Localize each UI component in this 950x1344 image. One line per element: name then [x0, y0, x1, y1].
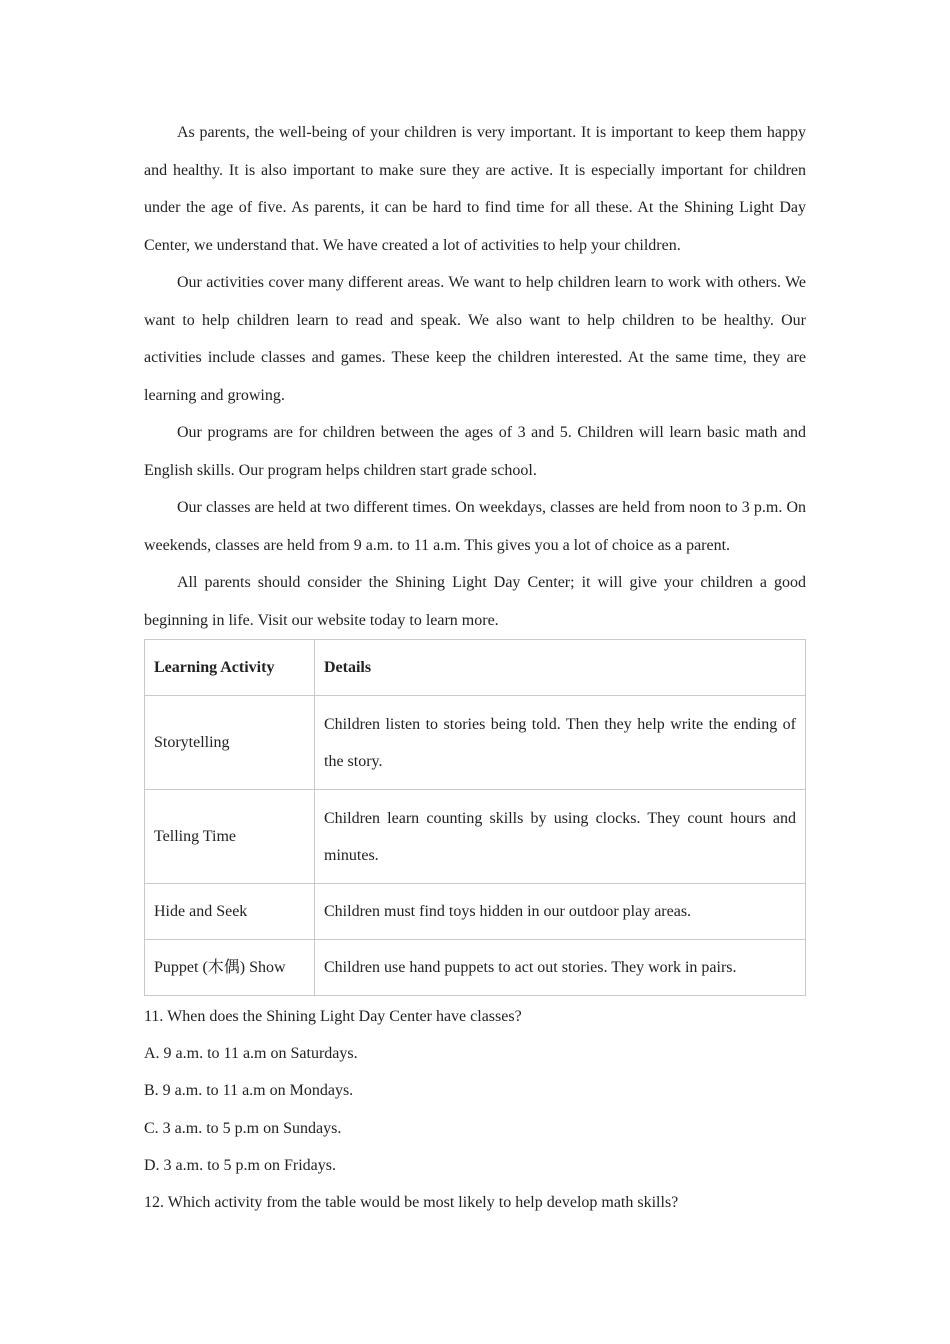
question-12: 12. Which activity from the table would be most likely to help develop math skills? — [144, 1194, 679, 1212]
activity-details: Children learn counting skills by using clocks. They count hours and minutes. — [315, 790, 806, 884]
activity-name: Telling Time — [145, 790, 315, 884]
activity-details: Children must find toys hidden in our outdoor play areas. — [315, 884, 806, 940]
document-page — [144, 114, 806, 1221]
passage-paragraph-2: Our activities cover many different areas. We want to help children learn to work with others. We want to help children learn to read and speak. We also want to help children to be healthy. Our activities include classes and games. These keep the children interested. At the same time, they are learning and growing. — [144, 274, 806, 404]
activity-name: Puppet (木偶) Show — [145, 940, 315, 996]
table-header-row — [145, 640, 806, 696]
questions-section — [144, 998, 806, 1221]
table-row — [145, 940, 806, 996]
question-11-option-c: C. 3 a.m. to 5 p.m on Sundays. — [144, 1119, 342, 1137]
passage-paragraph-5: All parents should consider the Shining Light Day Center; it will give your children a good beginning in life. Visit our website today to learn more. — [144, 574, 806, 629]
header-learning-activity: Learning Activity — [145, 640, 315, 696]
passage-paragraph-1: As parents, the well-being of your children is very important. It is important to keep them happy and healthy. It is also important to make sure they are active. It is especially important for children under the age of five. As parents, it can be hard to find time for all these. At the Shining Light Day Center, we understand that. We have created a lot of activities to help your children. — [144, 124, 806, 254]
activity-details: Children use hand puppets to act out stories. They work in pairs. — [315, 940, 806, 996]
activity-name: Hide and Seek — [145, 884, 315, 940]
question-11-option-a: A. 9 a.m. to 11 a.m on Saturdays. — [144, 1045, 358, 1063]
passage-paragraph-3: Our programs are for children between the ages of 3 and 5. Children will learn basic math and English skills. Our program helps children start grade school. — [144, 424, 806, 479]
question-11-option-b: B. 9 a.m. to 11 a.m on Mondays. — [144, 1082, 354, 1100]
question-11-option-d: D. 3 a.m. to 5 p.m on Fridays. — [144, 1156, 336, 1174]
activities-table — [144, 639, 806, 996]
table-row — [145, 790, 806, 884]
activity-details: Children listen to stories being told. Then they help write the ending of the story. — [315, 696, 806, 790]
table-row — [145, 696, 806, 790]
passage-paragraph-4: Our classes are held at two different times. On weekdays, classes are held from noon to 3 p.m. On weekends, classes are held from 9 a.m. to 11 a.m. This gives you a lot of choice as a parent. — [144, 499, 806, 554]
activity-name: Storytelling — [145, 696, 315, 790]
question-11: 11. When does the Shining Light Day Center have classes? — [144, 1008, 522, 1025]
table-row — [145, 884, 806, 940]
header-details: Details — [315, 640, 806, 696]
